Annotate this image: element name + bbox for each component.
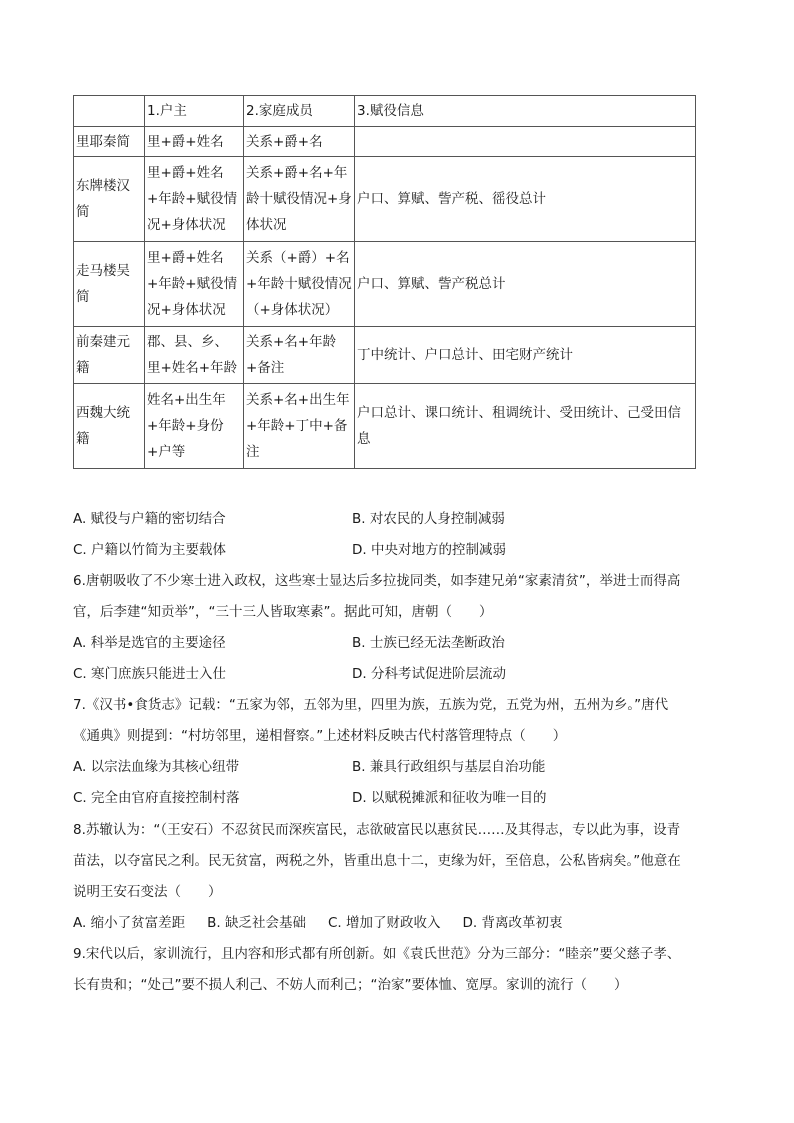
- table-cell: 东牌楼汉简: [74, 157, 145, 242]
- table-cell: 里+爵+姓名+年龄+赋役情况+身体状况: [145, 157, 244, 242]
- q8-option-b: B. 缺乏社会基础: [207, 915, 306, 931]
- q6-option-c: C. 寒门庶族只能进士入仕: [73, 666, 227, 682]
- q5-option-c: C. 户籍以竹简为主要载体: [73, 542, 227, 558]
- table-cell: 姓名+出生年+年龄+身份+户等: [145, 384, 244, 469]
- q6-option-d: D. 分科考试促进阶层流动: [352, 666, 506, 682]
- q7-stem: [73, 690, 723, 752]
- table-cell: 户口、算赋、訾产税、徭役总计: [355, 157, 696, 242]
- table-row: [74, 157, 696, 242]
- q6-stem: [73, 566, 723, 628]
- q8-stem: [73, 815, 723, 908]
- table-cell: 郡、县、乡、里+姓名+年龄: [145, 327, 244, 384]
- table-cell: 关系（+爵）+名+年龄十赋役情况（+身体状况）: [244, 242, 355, 327]
- q7-option-a: A. 以宗法血缘为其核心纽带: [73, 759, 240, 775]
- q8-options-row: [73, 908, 723, 939]
- q6-option-a: A. 科举是选官的主要途径: [73, 635, 226, 651]
- q7-option-b: B. 兼具行政组织与基层自治功能: [352, 759, 546, 775]
- q5-option-d: D. 中央对地方的控制减弱: [352, 542, 506, 558]
- table-row: [74, 327, 696, 384]
- q8-stem-line: 苗法，以夺富民之利。民无贫富，两税之外，皆重出息十二，吏缘为奸，至倍息，公私皆病矣。”他意在: [73, 853, 681, 869]
- table-row: [74, 127, 696, 157]
- q7-option-c: C. 完全由官府直接控制村落: [73, 790, 240, 806]
- table-cell: 里耶秦简: [74, 127, 145, 157]
- q8-stem-line: 说明王安石变法（ ）: [73, 884, 222, 900]
- table-cell: 户口、算赋、訾产税总计: [355, 242, 696, 327]
- table-cell: 关系+爵+名: [244, 127, 355, 157]
- q7-option-d: D. 以赋税摊派和征收为唯一目的: [352, 790, 547, 806]
- table-header-cell: 3.赋役信息: [355, 96, 696, 127]
- table-header-row: [74, 96, 696, 127]
- q6-options-row2: [73, 659, 723, 690]
- table-cell: 西魏大统籍: [74, 384, 145, 469]
- q8-option-c: C. 增加了财政收入: [327, 915, 441, 931]
- table-header-cell: 2.家庭成员: [244, 96, 355, 127]
- table-cell: 关系+爵+名+年龄十赋役情况+身体状况: [244, 157, 355, 242]
- table-cell: 里+爵+姓名+年龄+赋役情况+身体状况: [145, 242, 244, 327]
- table-row: [74, 242, 696, 327]
- q7-options-row2: [73, 783, 723, 814]
- table-cell: 前秦建元籍: [74, 327, 145, 384]
- table-header-cell: 1.户主: [145, 96, 244, 127]
- table-cell: 里+爵+姓名: [145, 127, 244, 157]
- q7-stem-line: 《通典》则提到：“村坊邻里，递相督察。”上述材料反映古代村落管理特点（ ）: [73, 728, 567, 744]
- q6-options-row1: [73, 628, 723, 659]
- q7-stem-line: 7.《汉书•食货志》记载：“五家为邻，五邻为里，四里为族，五族为党，五党为州，五州为乡。”唐代: [73, 697, 669, 713]
- q8-stem-line: 8.苏辙认为：“（王安石）不忍贫民而深疾富民，志欲破富民以惠贫民……及其得志，专以此为事，设青: [73, 822, 681, 838]
- table-cell: 关系+名+出生年+年龄+丁中+备注: [244, 384, 355, 469]
- q9-stem-line: 9.宋代以后，家训流行，且内容和形式都有所创新。如《袁氏世范》分为三部分：“睦亲”要父慈子孝、: [73, 946, 681, 962]
- household-registry-table: [73, 95, 696, 469]
- q6-stem-line: 6.唐朝吸收了不少寒士进入政权，这些寒士显达后多拉拢同类，如李建兄弟“家素清贫”，举进士而得高: [73, 573, 681, 589]
- table-header-cell: [74, 96, 145, 127]
- q5-options-row2: [73, 535, 723, 566]
- table-row: [74, 384, 696, 469]
- table-cell: 走马楼吴简: [74, 242, 145, 327]
- q8-option-d: D. 背离改革初衷: [462, 915, 563, 931]
- q5-options-row1: [73, 504, 723, 535]
- q5-option-b: B. 对农民的人身控制减弱: [352, 511, 505, 527]
- table-cell: [355, 127, 696, 157]
- q6-option-b: B. 士族已经无法垄断政治: [352, 635, 505, 651]
- q9-stem-line: 长有贵和；“处己”要不损人利己、不妨人而利己；“治家”要体恤、宽厚。家训的流行（ ）: [73, 977, 628, 993]
- q6-stem-line: 官，后李建“知贡举”，“三十三人皆取寒素”。据此可知，唐朝（ ）: [73, 604, 493, 620]
- table-cell: 丁中统计、户口总计、田宅财产统计: [355, 327, 696, 384]
- table-cell: 户口总计、课口统计、租调统计、受田统计、己受田信息: [355, 384, 696, 469]
- q8-option-a: A. 缩小了贫富差距: [73, 915, 186, 931]
- q5-option-a: A. 赋役与户籍的密切结合: [73, 511, 226, 527]
- q9-stem: [73, 939, 723, 1001]
- q7-options-row1: [73, 752, 723, 783]
- table-cell: 关系+名+年龄+备注: [244, 327, 355, 384]
